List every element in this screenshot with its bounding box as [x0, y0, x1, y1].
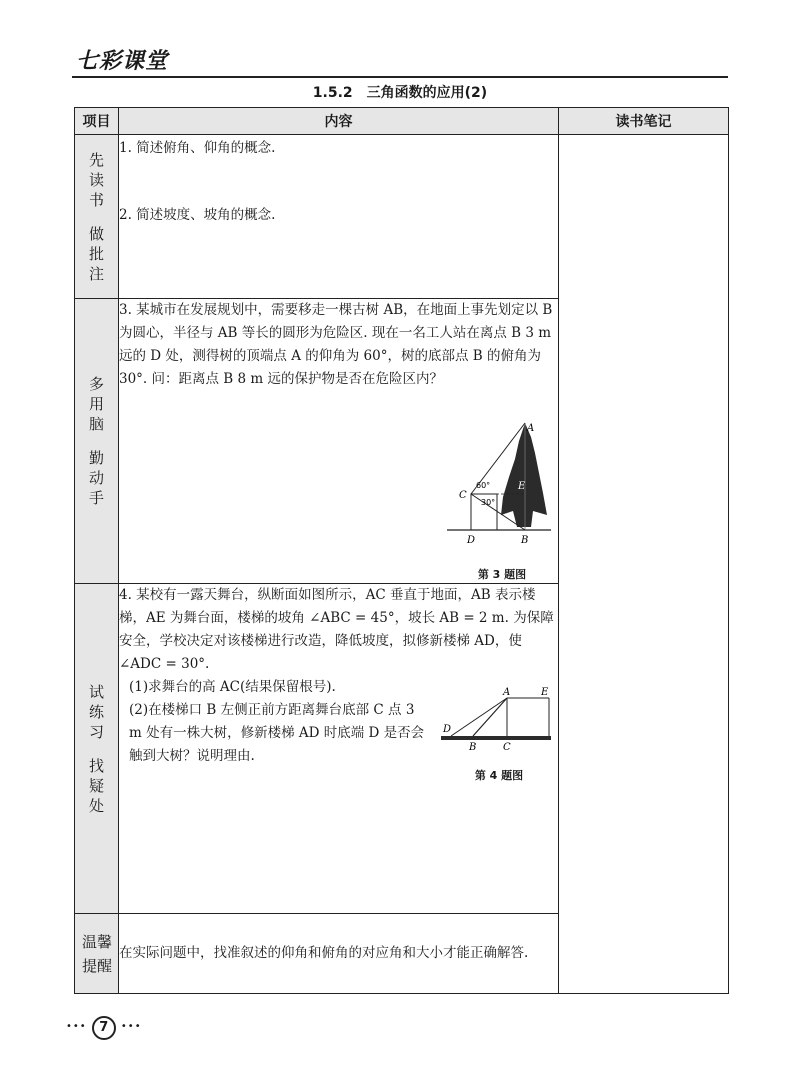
row-label: [75, 299, 119, 584]
label-part1: 多用脑: [88, 375, 104, 433]
col-header-item: 项目: [75, 108, 119, 135]
question-2: 2. 简述坡度、坡角的概念.: [119, 207, 276, 223]
row-label: [75, 135, 119, 299]
label-D: D: [443, 724, 452, 735]
row-label: [75, 914, 119, 994]
label-part1: 试练习: [88, 682, 104, 741]
dots-left: •••: [66, 1021, 87, 1032]
tip-label: 温馨提醒: [81, 932, 112, 975]
question-4-part1: (1)求舞台的高 AC(结果保留根号).: [129, 679, 336, 695]
question-4: 4. 某校有一露天舞台，纵断面如图所示，AC 垂直于地面，AB 表示楼梯，AE 为舞台面，楼梯的坡角 ∠ABC = 45°，坡长 AB = 2 m. 为保障安全，学校决定对该楼梯进行改造，降低坡度，拟修新楼梯 AD，使 ∠ADC = 30°.: [119, 587, 554, 672]
question-4-part2: (2)在楼梯口 B 左侧正前方距离舞台底部 C 点 3 m 处有一株大树，修新楼梯 AD 时底端 D 是否会触到大树？说明理由.: [129, 702, 425, 764]
header-row: [75, 108, 729, 135]
label-C: C: [503, 742, 511, 750]
row-read: [75, 135, 729, 299]
label-E: E: [541, 687, 549, 698]
label-A: A: [503, 687, 511, 698]
question-1: 1. 简述俯角、仰角的概念.: [119, 140, 276, 156]
page-footer: [66, 1016, 142, 1040]
tip-text: 在实际问题中，找准叙述的仰角和俯角的对应角和大小才能正确解答.: [119, 945, 529, 961]
figure-3-caption: 第 3 题图: [477, 568, 527, 581]
study-table: [74, 107, 729, 994]
content-cell: [119, 584, 559, 914]
label-part1: 先读书: [88, 150, 104, 209]
header-rule: [72, 76, 728, 78]
label-A: A: [527, 423, 535, 434]
col-header-content: 内容: [119, 108, 559, 135]
stage-diagram: [441, 684, 557, 750]
lesson-title: 1.5.2 三角函数的应用(2): [312, 85, 488, 101]
label-B: B: [469, 742, 477, 750]
brand-logo: 七彩课堂: [76, 49, 169, 74]
question-3: 3. 某城市在发展规划中，需要移走一棵古树 AB，在地面上事先划定以 B 为圆心，半径与 AB 等长的圆形为危险区. 现在一名工人站在离点 B 3 m 远的 D 处，测得树的顶端点 A 的仰角为 60°，树的底部点 B 的俯角为 30°. 问：距离点 B 8 m 远的保护物是否在危险区内？: [119, 302, 553, 387]
angle-60: 60°: [476, 481, 491, 490]
label-B: B: [521, 535, 529, 546]
label-part2: 勤动手: [88, 449, 104, 507]
row-label: [75, 584, 119, 914]
figure-3: [447, 419, 557, 579]
figure-4-caption: 第 4 题图: [474, 769, 524, 782]
label-part2: 找疑处: [88, 756, 104, 815]
label-D: D: [467, 535, 476, 546]
notes-cell[interactable]: [559, 135, 729, 994]
figure-4: [441, 684, 557, 782]
page-number: 7: [92, 1016, 116, 1040]
col-header-notes: 读书笔记: [559, 108, 729, 135]
angle-30: 30°: [481, 498, 496, 507]
label-E: E: [518, 481, 526, 492]
label-part2: 做批注: [88, 224, 104, 283]
content-cell: [119, 914, 559, 994]
dots-right: •••: [120, 1021, 142, 1032]
label-C: C: [459, 490, 467, 501]
tree-diagram: [447, 419, 557, 555]
content-cell: [119, 299, 559, 584]
content-cell: [119, 135, 559, 299]
